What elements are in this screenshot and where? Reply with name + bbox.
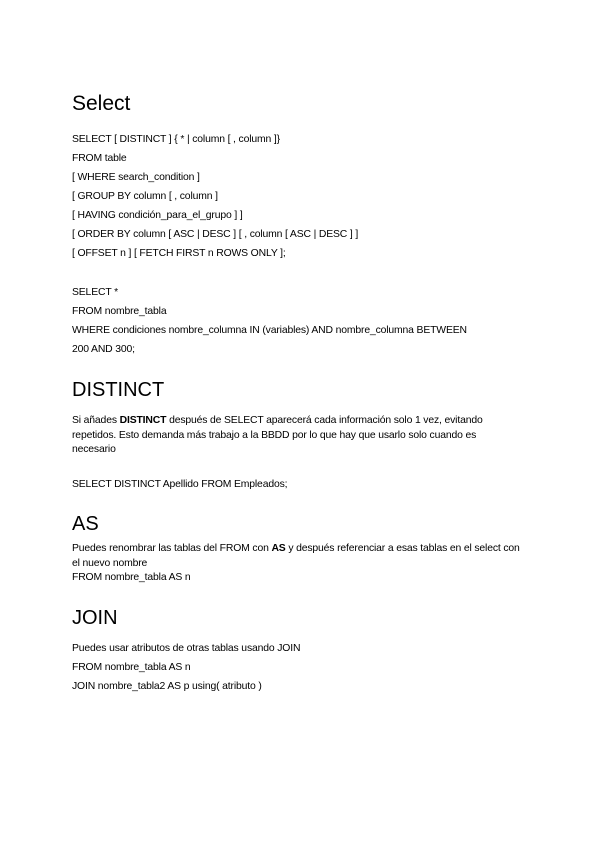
as-example: FROM nombre_tabla AS n [72,572,191,583]
join-line: Puedes usar atributos de otras tablas usando JOIN [72,643,301,654]
select-syntax-line: FROM table [72,153,127,164]
select-syntax-line: [ GROUP BY column [ , column ] [72,191,218,202]
heading-join: JOIN [72,607,118,629]
as-paragraph [72,542,522,571]
select-syntax-line: [ OFFSET n ] [ FETCH FIRST n ROWS ONLY ]; [72,248,286,259]
select-example-line: 200 AND 300; [72,344,135,355]
join-line: FROM nombre_tabla AS n [72,662,191,673]
select-syntax-line: [ ORDER BY column [ ASC | DESC ] [ , column [ ASC | DESC ] ] [72,229,359,240]
distinct-text: Si añades [72,415,120,426]
select-syntax-line: SELECT [ DISTINCT ] { * | column [ , column ]} [72,134,280,145]
heading-as: AS [72,513,99,535]
select-syntax-line: [ HAVING condición_para_el_grupo ] ] [72,210,243,221]
as-text: Puedes renombrar las tablas del FROM con [72,543,272,554]
as-keyword: AS [271,543,286,554]
as-text: y después referenciar a esas tablas en el select con el nuevo nombre [72,543,520,569]
select-example-line: FROM nombre_tabla [72,306,167,317]
distinct-paragraph [72,414,522,458]
distinct-keyword: DISTINCT [119,415,167,426]
select-example-line: WHERE condiciones nombre_columna IN (variables) AND nombre_columna BETWEEN [72,325,467,336]
heading-distinct: DISTINCT [72,379,165,401]
distinct-text: después de SELECT aparecerá cada información solo 1 vez, evitando repetidos. Esto demanda más trabajo a la BBDD por lo que hay que usarlo solo cuando es necesario [72,415,483,455]
heading-select: Select [72,92,131,115]
distinct-example: SELECT DISTINCT Apellido FROM Empleados; [72,479,288,490]
select-syntax-line: [ WHERE search_condition ] [72,172,200,183]
join-line: JOIN nombre_tabla2 AS p using( atributo ) [72,681,262,692]
select-example-line: SELECT * [72,287,118,298]
